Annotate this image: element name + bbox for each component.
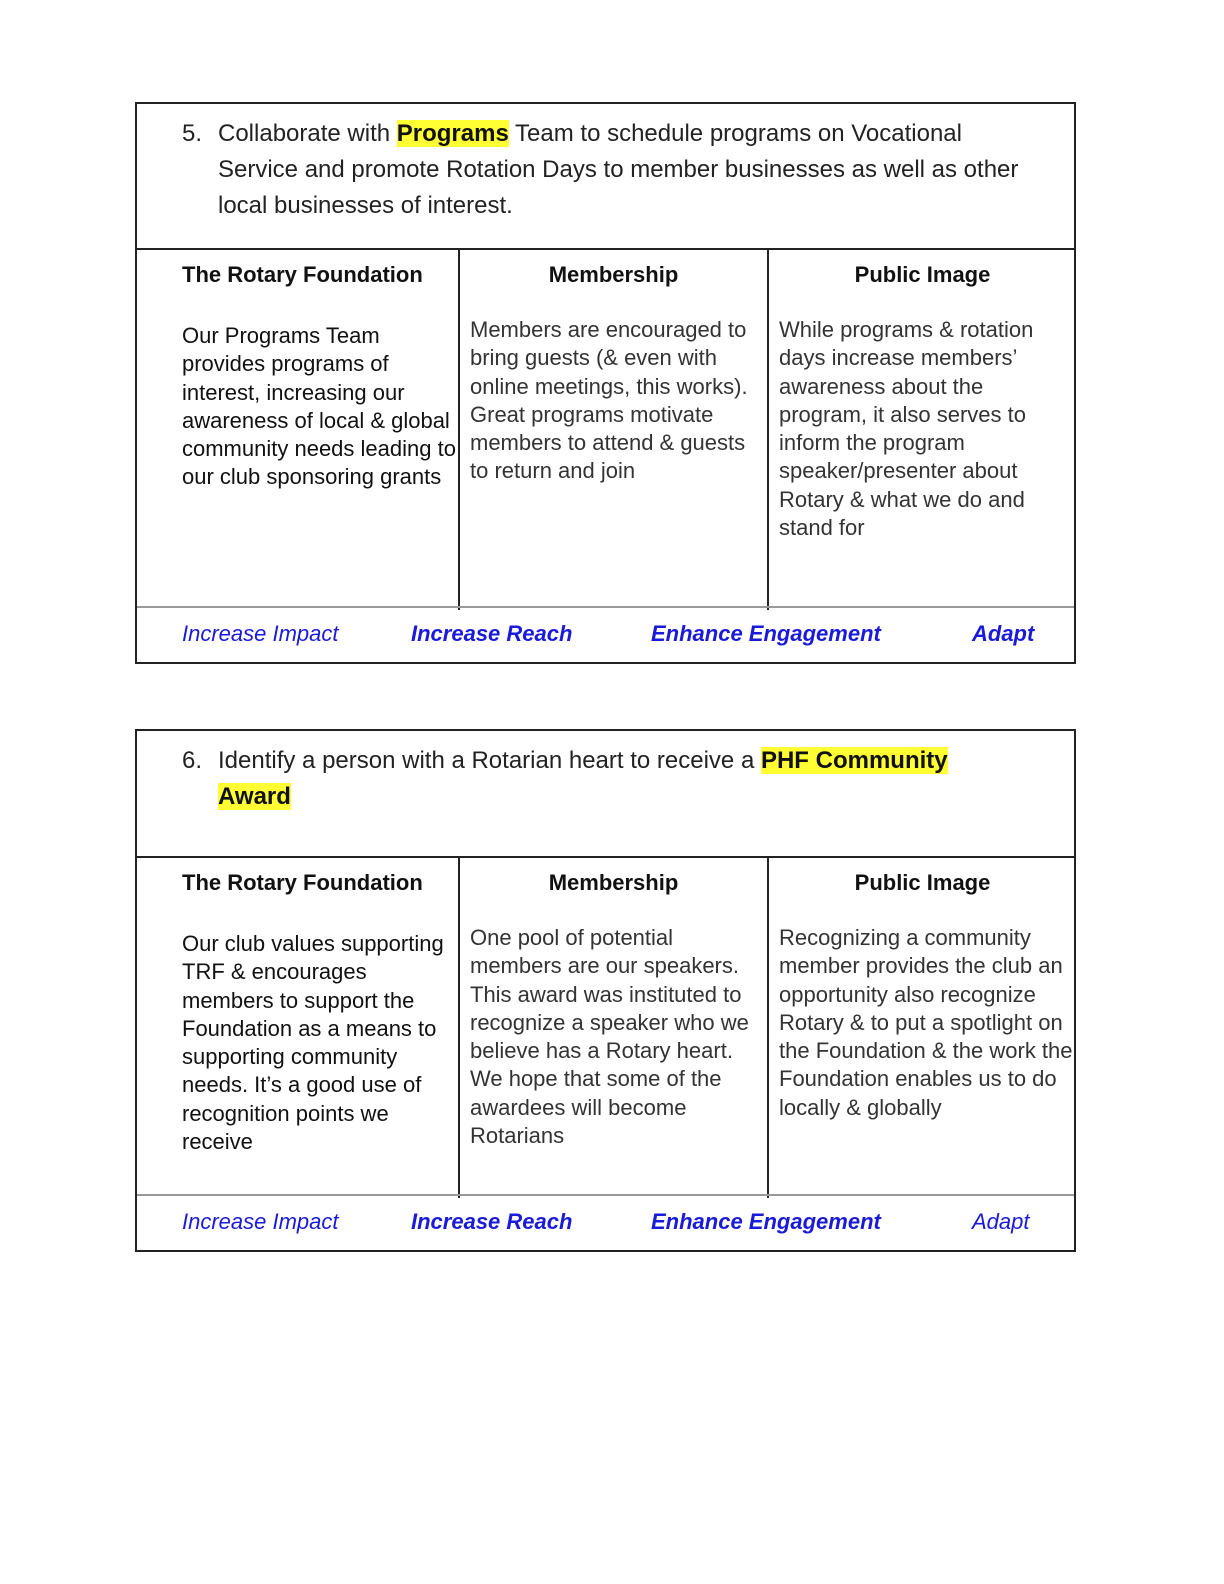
- goal-card-6: [135, 729, 1076, 1252]
- tag-increase-impact: Increase Impact: [182, 1209, 339, 1234]
- goal-text: [218, 116, 1038, 224]
- priority-tags: [137, 1194, 1074, 1250]
- goal-header: [137, 731, 1074, 858]
- tag-adapt: Adapt: [972, 1209, 1030, 1234]
- column-public-image: [769, 250, 1076, 610]
- goal-text-before: Collaborate with: [218, 120, 397, 147]
- column-title: Public Image: [854, 262, 991, 287]
- column-title: Public Image: [854, 870, 991, 895]
- goal-number: 5.: [182, 120, 203, 147]
- column-rotary-foundation: [137, 250, 460, 610]
- column-membership: [460, 858, 769, 1198]
- tag-adapt: Adapt: [972, 621, 1035, 646]
- column-title: The Rotary Foundation: [182, 262, 423, 287]
- column-public-image: [769, 858, 1076, 1198]
- tag-increase-reach: Increase Reach: [411, 1209, 573, 1234]
- column-body: Our Programs Team provides programs of interest, increasing our awareness of local & global community needs leading to our club sponsoring grants: [182, 323, 456, 490]
- column-title: Membership: [548, 870, 679, 895]
- goal-highlight: PHF Community Award: [218, 747, 948, 810]
- pillar-columns: [137, 250, 1074, 610]
- column-body: Our club values supporting TRF & encourages members to support the Foundation as a means to supporting community needs. It’s a good use of recognition points we receive: [182, 931, 444, 1155]
- tag-enhance-engagement: Enhance Engagement: [651, 621, 881, 646]
- tag-increase-reach: Increase Reach: [411, 621, 573, 646]
- pillar-columns: [137, 858, 1074, 1198]
- goal-number: 6.: [182, 747, 203, 774]
- column-title: Membership: [548, 262, 679, 287]
- column-rotary-foundation: [137, 858, 460, 1198]
- goal-header: [137, 104, 1074, 250]
- column-body: While programs & rotation days increase members’ awareness about the program, it also serves to inform the program speaker/presenter about Rotary & what we do and stand for: [779, 317, 1034, 541]
- goal-card-5: [135, 102, 1076, 664]
- tag-enhance-engagement: Enhance Engagement: [651, 1209, 881, 1234]
- column-body: Members are encouraged to bring guests (& even with online meetings, this works). Great programs motivate members to attend & guests to return and join: [470, 317, 748, 484]
- goal-text: [218, 743, 1008, 815]
- column-body: One pool of potential members are our speakers. This award was instituted to recognize a speaker who we believe has a Rotary heart. We hope that some of the awardees will become Rotarians: [470, 925, 749, 1149]
- column-body: Recognizing a community member provides the club an opportunity also recognize Rotary & to put a spotlight on the Foundation & the work the Foundation enables us to do locally & globally: [779, 925, 1073, 1120]
- priority-tags: [137, 606, 1074, 662]
- column-title: The Rotary Foundation: [182, 870, 423, 895]
- goal-highlight: Programs: [396, 120, 509, 147]
- goal-text-before: Identify a person with a Rotarian heart to receive a: [218, 747, 761, 774]
- goal-text-after: Team to schedule programs on Vocational Service and promote Rotation Days to member businesses as well as other local businesses of interest.: [218, 120, 1019, 219]
- tag-increase-impact: Increase Impact: [182, 621, 339, 646]
- column-membership: [460, 250, 769, 610]
